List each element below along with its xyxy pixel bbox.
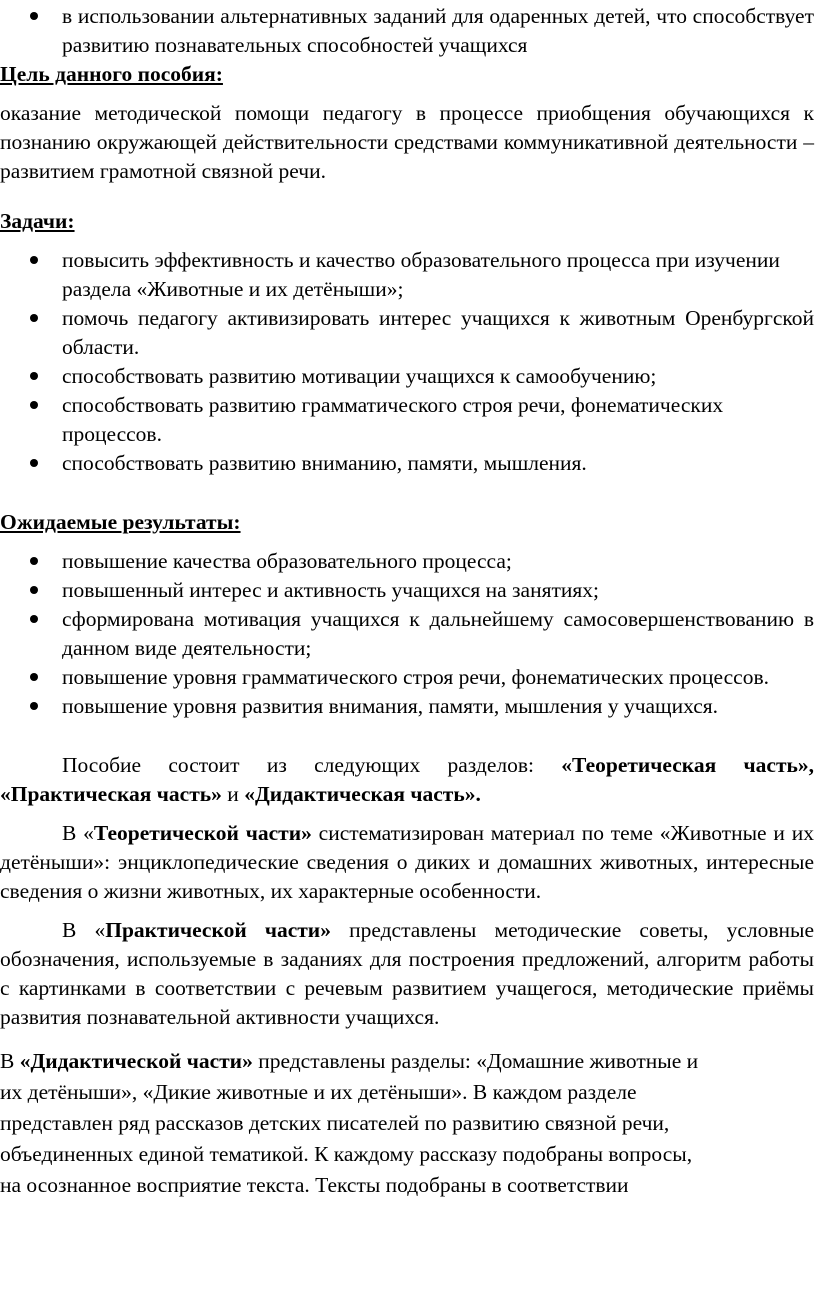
tasks-list (0, 246, 814, 478)
structure-paragraph (0, 751, 814, 809)
practice-paragraph (0, 916, 814, 1032)
structure-lead: Пособие состоит из следующих разделов: (62, 753, 562, 777)
list-item (0, 692, 814, 721)
list-item (0, 547, 814, 576)
list-item-text: помочь педагогу активизировать интерес учащихся к животным Оренбургской области. (62, 306, 814, 359)
bullet-icon (30, 673, 38, 681)
bullet-icon (30, 702, 38, 710)
list-item (0, 391, 814, 449)
didactic-paragraph (0, 1046, 814, 1201)
text-run: В (0, 1049, 20, 1073)
tasks-heading: Задачи: (0, 209, 75, 233)
bullet-icon (30, 314, 38, 322)
list-item (0, 2, 814, 60)
text-run: В « (62, 821, 94, 845)
goal-text: оказание методической помощи педагогу в процессе приобщения обучающихся к познанию окружающей действительности средствами коммуникативной деятельности – развитием грамотной связной речи. (0, 101, 814, 183)
part-title: «Теоретическая часть», (561, 753, 814, 777)
bullet-icon (30, 256, 38, 264)
list-item (0, 362, 814, 391)
list-item-text: повышенный интерес и активность учащихся на занятиях; (62, 578, 600, 602)
list-item-text: повышение уровня грамматического строя речи, фонематических процессов. (62, 665, 769, 689)
list-item-text: повышение качества образовательного процесса; (62, 549, 512, 573)
conjunction: и (221, 782, 245, 806)
text-run: систематизирован материал по теме «Животные и их детёныши»: энциклопедические сведения о диких и домашних животных, интересные сведения о жизни животных, их характерные особенности. (0, 821, 814, 903)
text-line: на осознанное восприятие текста. Тексты подобраны в соответствии (0, 1173, 629, 1197)
list-item-text: повысить эффективность и качество образовательного процесса при изучении раздела «Животные и их детёныши»; (62, 248, 780, 301)
text-run: представлены разделы: «Домашние животные и (252, 1049, 699, 1073)
text-line: объединенных единой тематикой. К каждому рассказу подобраны вопросы, (0, 1142, 693, 1166)
list-item-text: способствовать развитию вниманию, памяти, мышления. (62, 451, 587, 475)
part-title: Практической части» (105, 918, 331, 942)
part-title: «Дидактическая часть». (244, 782, 481, 806)
theory-paragraph (0, 819, 814, 906)
part-title: Теоретической части» (93, 821, 312, 845)
list-item-text: способствовать развитию мотивации учащихся к самообучению; (62, 364, 657, 388)
results-heading: Ожидаемые результаты: (0, 510, 241, 534)
bullet-icon (30, 12, 38, 20)
results-list (0, 547, 814, 721)
text-run: представлены методические советы, условные обозначения, используемые в заданиях для построения предложений, алгоритм работы с картинками в соответствии с речевым развитием учащегося, методические приёмы развития познавательной активности учащихся. (0, 918, 814, 1029)
bullet-icon (30, 372, 38, 380)
document-page (0, 2, 814, 1201)
bullet-icon (30, 557, 38, 565)
part-title: «Дидактической части» (19, 1049, 253, 1073)
bullet-icon (30, 615, 38, 623)
bullet-icon (30, 586, 38, 594)
text-line: представлен ряд рассказов детских писателей по развитию связной речи, (0, 1111, 670, 1135)
list-item (0, 576, 814, 605)
list-item-text: в использовании альтернативных заданий для одаренных детей, что способствует развитию познавательных способностей учащихся (62, 4, 814, 57)
text-line: их детёныши», «Дикие животные и их детёныши». В каждом разделе (0, 1080, 637, 1104)
text-line (0, 1046, 814, 1077)
list-item-text: повышение уровня развития внимания, памяти, мышления у учащихся. (62, 694, 719, 718)
list-item (0, 449, 814, 478)
list-item (0, 304, 814, 362)
list-item (0, 246, 814, 304)
list-item (0, 605, 814, 663)
list-item-text: сформирована мотивация учащихся к дальнейшему самосовершенствованию в данном виде деятельности; (62, 607, 814, 660)
bullet-icon (30, 401, 38, 409)
intro-list (0, 2, 814, 60)
text-run: В « (62, 918, 106, 942)
bullet-icon (30, 459, 38, 467)
list-item-text: способствовать развитию грамматического строя речи, фонематических процессов. (62, 393, 724, 446)
goal-heading: Цель данного пособия: (0, 62, 223, 86)
list-item (0, 663, 814, 692)
part-title: «Практическая часть» (0, 782, 222, 806)
